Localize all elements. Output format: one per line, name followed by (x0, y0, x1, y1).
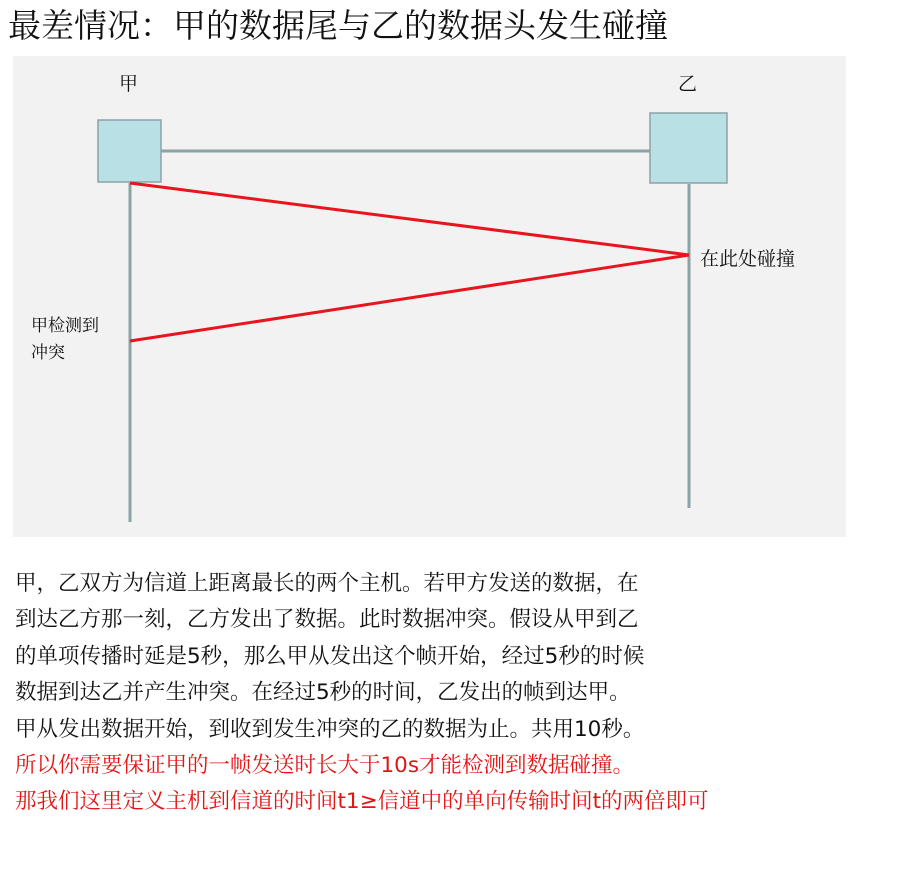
collision-diagram (13, 56, 846, 537)
host-b-box (650, 113, 727, 183)
host-b-label: 乙 (678, 73, 698, 95)
signal-a-to-b (130, 183, 689, 255)
highlight-line: 所以你需要保证甲的一帧发送时长大于10s才能检测到数据碰撞。 (15, 753, 635, 779)
text-line: 的单项传播时延是5秒，那么甲从发出这个帧开始，经过5秒的时候 (15, 643, 645, 669)
diagram-canvas (13, 56, 846, 537)
highlight-line: 那我们这里定义主机到信道的时间t1≥信道中的单向传输时间t的两倍即可 (15, 789, 709, 815)
collision-label: 在此处碰撞 (700, 248, 796, 270)
page-title: 最差情况：甲的数据尾与乙的数据头发生碰撞 (8, 6, 668, 45)
host-a-label: 甲 (119, 73, 139, 95)
text-line: 到达乙方那一刻，乙方发出了数据。此时数据冲突。假设从甲到乙 (15, 607, 639, 633)
explanation-text (15, 566, 900, 821)
signal-b-to-a (130, 255, 689, 341)
detect-label-line1: 甲检测到 (31, 316, 99, 336)
text-line: 甲，乙双方为信道上距离最长的两个主机。若甲方发送的数据，在 (15, 571, 639, 596)
host-a-box (98, 120, 161, 182)
text-line: 数据到达乙并产生冲突。在经过5秒的时间，乙发出的帧到达甲。 (15, 680, 631, 706)
text-line: 甲从发出数据开始，到收到发生冲突的乙的数据为止。共用10秒。 (15, 716, 645, 742)
detect-label-line2: 冲突 (31, 343, 65, 363)
